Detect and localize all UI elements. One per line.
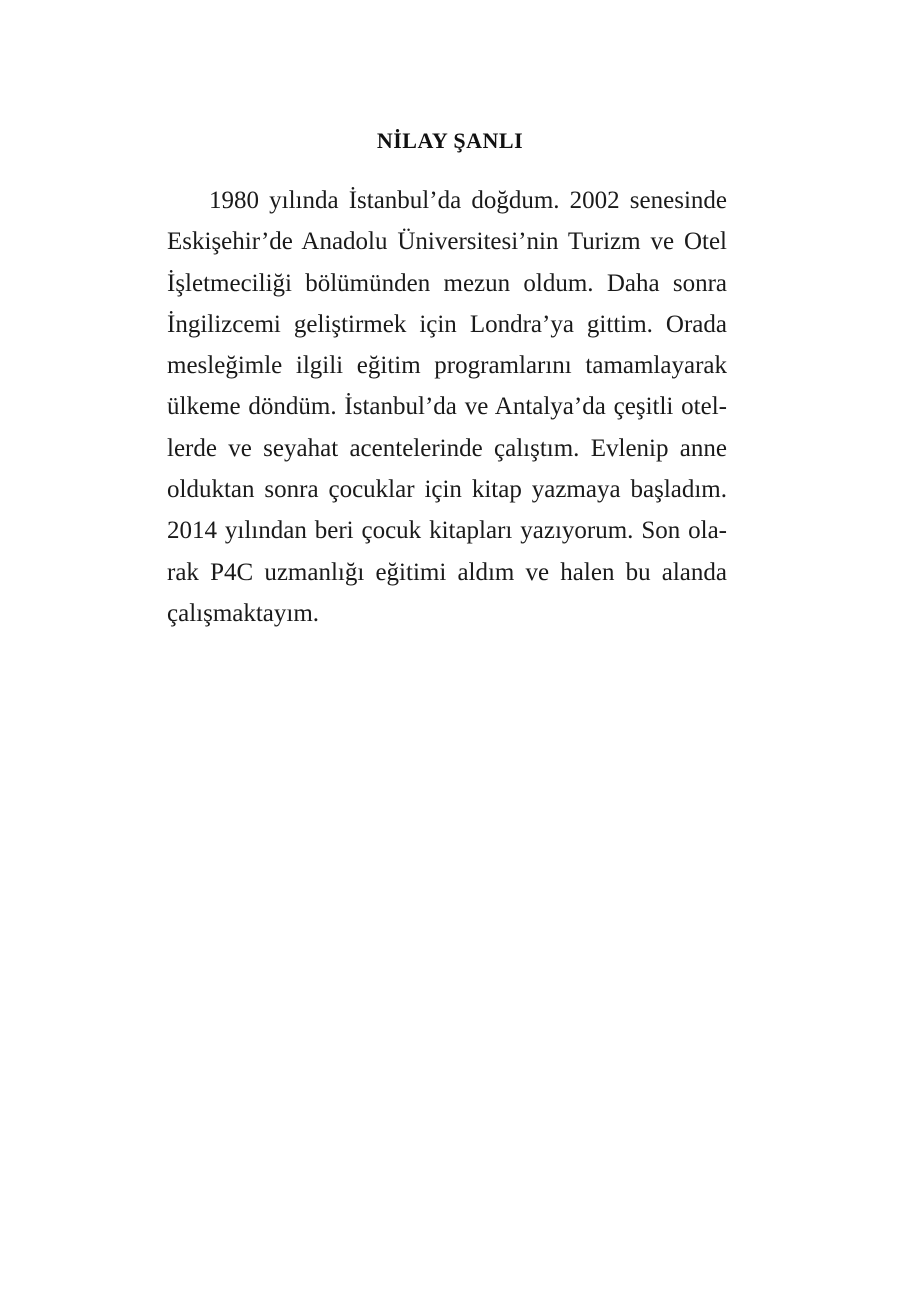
author-biography — [167, 180, 727, 634]
bio-line: olduktan sonra çocuklar için kitap yazmaya başladım. — [167, 476, 727, 504]
author-name-heading: NİLAY ŞANLI — [376, 128, 524, 153]
bio-line: mesleğimle ilgili eğitim programlarını tamamlayarak — [167, 352, 727, 380]
bio-line: İşletmeciliği bölümünden mezun oldum. Daha sonra — [167, 269, 727, 297]
bio-line: çalışmaktayım. — [167, 599, 320, 627]
bio-line: Eskişehir’de Anadolu Üniversitesi’nin Turizm ve Otel — [167, 228, 727, 256]
bio-line: 1980 yılında İstanbul’da doğdum. 2002 senesinde — [209, 187, 727, 214]
bio-line: ülkeme döndüm. İstanbul’da ve Antalya’da çeşitli otel- — [167, 393, 727, 421]
bio-line: lerde ve seyahat acentelerinde çalıştım. Evlenip anne — [167, 434, 727, 462]
bio-line: İngilizcemi geliştirmek için Londra’ya gittim. Orada — [167, 310, 727, 338]
bio-line: 2014 yılından beri çocuk kitapları yazıyorum. Son ola- — [167, 517, 727, 545]
bio-line: rak P4C uzmanlığı eğitimi aldım ve halen bu alanda — [167, 558, 727, 586]
